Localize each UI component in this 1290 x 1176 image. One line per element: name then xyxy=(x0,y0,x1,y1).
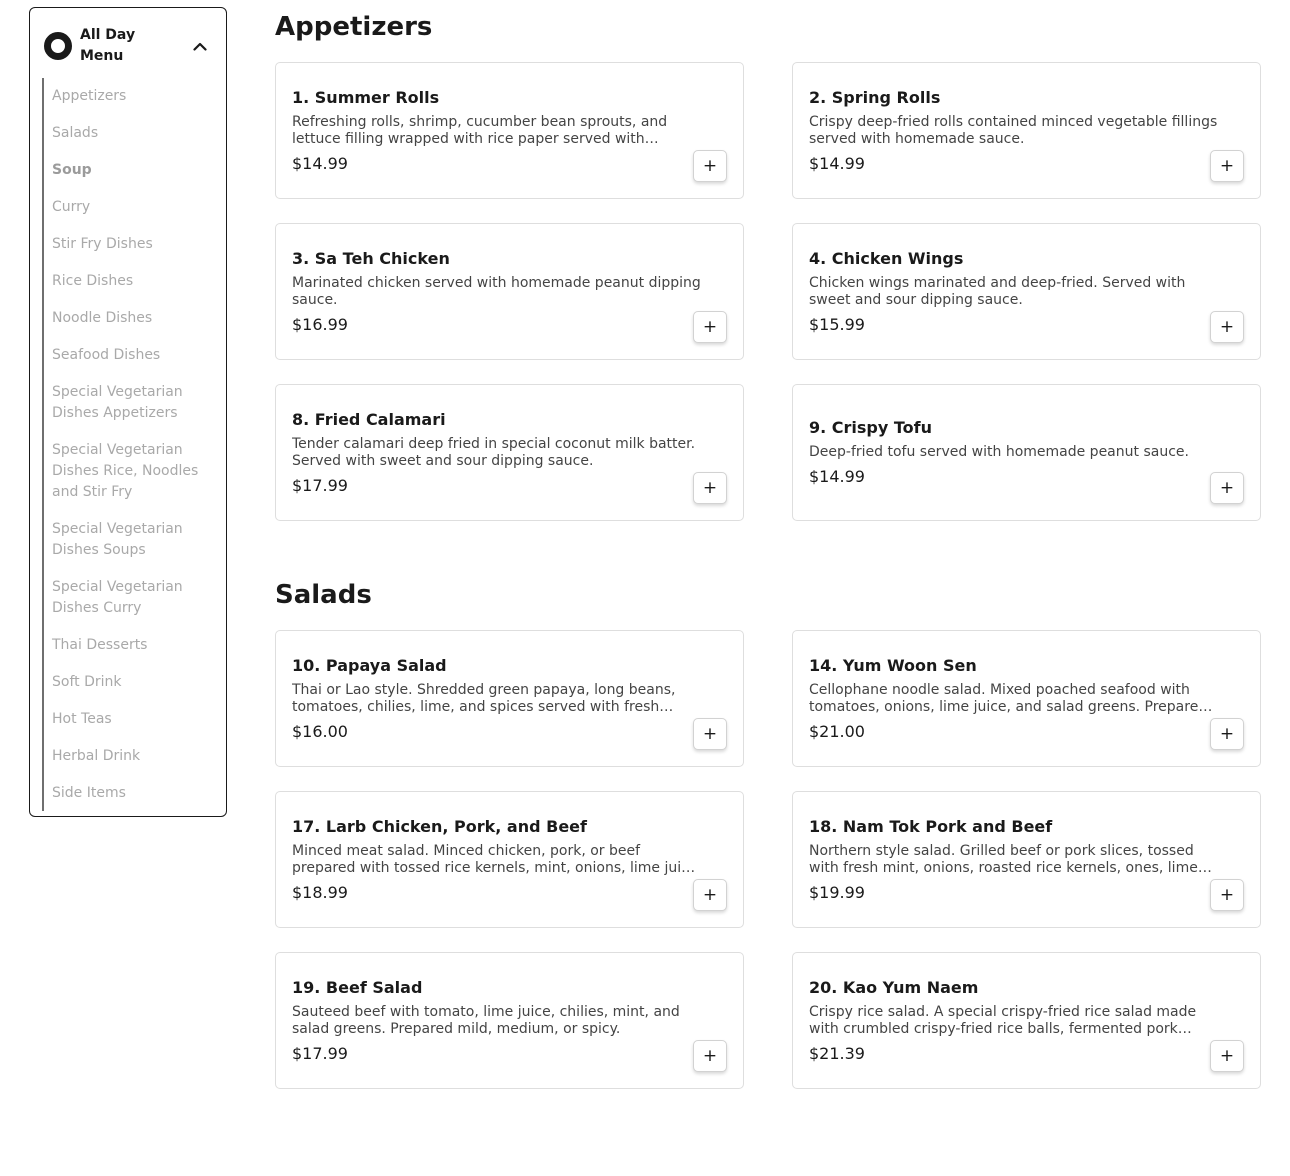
add-to-cart-button[interactable]: + xyxy=(1210,311,1244,343)
menu-item-card[interactable] xyxy=(275,952,744,1089)
item-price: $21.39 xyxy=(809,1043,865,1063)
nav-item-salads[interactable]: Salads xyxy=(52,125,99,141)
item-price: $16.00 xyxy=(292,721,348,741)
menu-title: All Day Menu xyxy=(80,27,136,64)
add-to-cart-button[interactable]: + xyxy=(693,150,727,182)
item-description: Crispy deep-fried rolls contained minced vegetable fillings served with homemade sauce. xyxy=(809,113,1218,147)
item-description: Cellophane noodle salad. Mixed poached seafood with tomatoes, onions, lime juice, and salad greens. Prepared xyxy=(809,681,1208,715)
item-name: 1. Summer Rolls xyxy=(292,87,440,107)
item-name: 19. Beef Salad xyxy=(292,977,423,997)
menu-item-card[interactable] xyxy=(275,630,744,767)
menu-item-card[interactable] xyxy=(792,791,1261,928)
add-to-cart-button[interactable]: + xyxy=(693,1040,727,1072)
add-to-cart-button[interactable]: + xyxy=(693,311,727,343)
menu-item-card[interactable] xyxy=(792,62,1261,199)
item-name: 17. Larb Chicken, Pork, and Beef xyxy=(292,816,587,836)
nav-item-hot-teas[interactable]: Hot Teas xyxy=(52,711,112,727)
menu-item-card[interactable] xyxy=(275,223,744,360)
chevron-up-icon[interactable] xyxy=(188,34,212,58)
item-description: Sauteed beef with tomato, lime juice, chilies, mint, and salad greens. Prepared mild, medium, or spicy. xyxy=(292,1003,680,1037)
nav-item-side-items[interactable]: Side Items xyxy=(52,785,126,801)
item-description: Chicken wings marinated and deep-fried. Served with sweet and sour dipping sauce. xyxy=(809,274,1186,308)
item-price: $14.99 xyxy=(809,467,865,486)
menu-item-card[interactable] xyxy=(792,630,1261,767)
item-name: 3. Sa Teh Chicken xyxy=(292,248,450,268)
item-name: 9. Crispy Tofu xyxy=(809,418,933,437)
category-sidebar xyxy=(29,7,227,817)
item-description: Deep-fried tofu served with homemade peanut sauce. xyxy=(809,444,1189,460)
item-price: $18.99 xyxy=(292,882,348,902)
item-price: $17.99 xyxy=(292,1043,348,1063)
item-price: $15.99 xyxy=(809,314,865,334)
add-to-cart-button[interactable]: + xyxy=(1210,718,1244,750)
add-to-cart-button[interactable]: + xyxy=(1210,1040,1244,1072)
item-name: 20. Kao Yum Naem xyxy=(809,977,979,997)
item-description: Thai or Lao style. Shredded green papaya, long beans, tomatoes, chilies, lime, and spices served with fresh xyxy=(292,681,676,715)
nav-item-appetizers[interactable]: Appetizers xyxy=(52,88,127,104)
nav-item-soft-drink[interactable]: Soft Drink xyxy=(52,674,122,690)
item-price: $19.99 xyxy=(809,882,865,902)
add-to-cart-button[interactable]: + xyxy=(693,879,727,911)
nav-item-curry[interactable]: Curry xyxy=(52,199,91,215)
item-price: $21.00 xyxy=(809,721,865,741)
category-nav xyxy=(42,78,212,811)
add-to-cart-button[interactable]: + xyxy=(1210,150,1244,182)
item-name: 14. Yum Woon Sen xyxy=(809,655,977,675)
item-description: Minced meat salad. Minced chicken, pork, or beef prepared with tossed rice kernels, mint, onions, lime juice, xyxy=(292,842,702,876)
nav-item-stir-fry-dishes[interactable]: Stir Fry Dishes xyxy=(52,236,153,252)
item-price: $17.99 xyxy=(292,475,348,495)
item-price: $14.99 xyxy=(809,153,865,173)
item-name: 18. Nam Tok Pork and Beef xyxy=(809,816,1053,836)
nav-item-seafood-dishes[interactable]: Seafood Dishes xyxy=(52,347,161,363)
item-price: $16.99 xyxy=(292,314,348,334)
add-to-cart-button[interactable]: + xyxy=(693,718,727,750)
nav-item-veg-appetizers[interactable]: Special Vegetarian Dishes Appetizers xyxy=(52,384,183,421)
item-name: 4. Chicken Wings xyxy=(809,248,964,268)
add-to-cart-button[interactable]: + xyxy=(1210,879,1244,911)
item-description: Northern style salad. Grilled beef or pork slices, tossed with fresh mint, onions, roasted rice kernels, ones, lime xyxy=(809,842,1198,876)
item-name: 10. Papaya Salad xyxy=(292,655,447,675)
nav-item-noodle-dishes[interactable]: Noodle Dishes xyxy=(52,310,153,326)
nav-item-veg-rice-noodles-stir-fry[interactable]: Special Vegetarian Dishes Rice, Noodles and Stir Fry xyxy=(52,442,199,500)
section-title-appetizers: Appetizers xyxy=(275,12,433,42)
sidebar-header[interactable] xyxy=(44,24,212,68)
nav-item-thai-desserts[interactable]: Thai Desserts xyxy=(52,637,148,653)
menu-item-card[interactable] xyxy=(275,791,744,928)
nav-item-rice-dishes[interactable]: Rice Dishes xyxy=(52,273,134,289)
menu-item-card[interactable] xyxy=(792,952,1261,1089)
item-description: Tender calamari deep fried in special coconut milk batter. Served with sweet and sour dipping sauce. xyxy=(292,435,696,469)
menu-item-card[interactable] xyxy=(275,62,744,199)
add-to-cart-button[interactable]: + xyxy=(693,472,727,504)
menu-logo-icon xyxy=(44,32,72,60)
nav-item-herbal-drink[interactable]: Herbal Drink xyxy=(52,748,141,764)
menu-item-card[interactable] xyxy=(792,223,1261,360)
section-title-salads: Salads xyxy=(275,580,372,610)
item-description: Refreshing rolls, shrimp, cucumber bean sprouts, and lettuce filling wrapped with rice paper served with xyxy=(292,113,668,147)
item-price: $14.99 xyxy=(292,153,348,173)
nav-item-veg-soups[interactable]: Special Vegetarian Dishes Soups xyxy=(52,521,183,558)
item-name: 2. Spring Rolls xyxy=(809,87,941,107)
item-description: Crispy rice salad. A special crispy-fried rice salad made with crumbled crispy-fried rice balls, fermented pork xyxy=(809,1003,1197,1037)
item-description: Marinated chicken served with homemade peanut dipping sauce. xyxy=(292,274,701,308)
nav-item-soup[interactable]: Soup xyxy=(52,162,92,178)
nav-item-veg-curry[interactable]: Special Vegetarian Dishes Curry xyxy=(52,579,183,616)
menu-item-card[interactable] xyxy=(792,384,1261,521)
add-to-cart-button[interactable]: + xyxy=(1210,472,1244,504)
menu-item-card[interactable] xyxy=(275,384,744,521)
item-name: 8. Fried Calamari xyxy=(292,409,446,429)
